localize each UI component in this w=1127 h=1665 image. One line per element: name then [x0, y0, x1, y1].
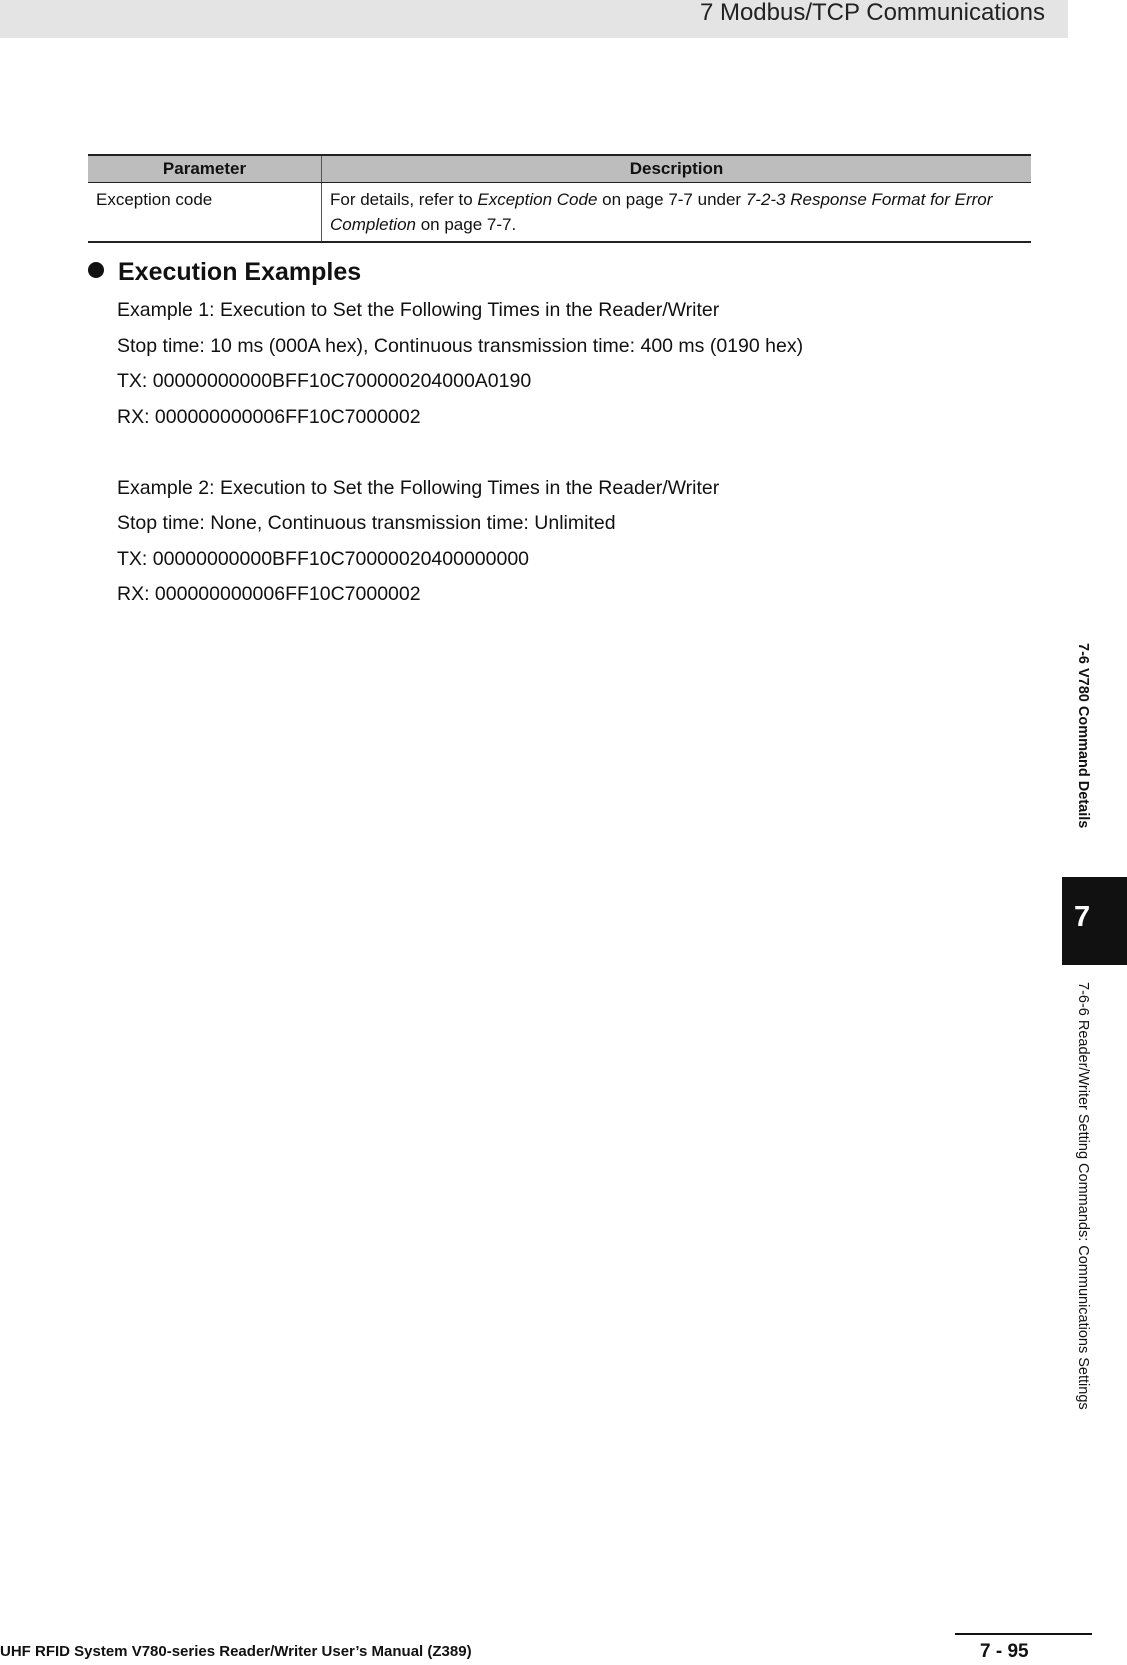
section-heading	[88, 256, 361, 288]
side-tab-subsection-text: 7-6-6 Reader/Writer Setting Commands: Communications Settings	[1075, 982, 1091, 1410]
execution-examples	[117, 295, 803, 615]
desc-link-exception-code: Exception Code	[477, 190, 598, 209]
column-header-description: Description	[322, 155, 1032, 183]
chapter-tab	[1062, 877, 1127, 965]
example-2-tx: TX: 00000000000BFF10C70000020400000000	[117, 547, 530, 570]
chapter-tab-number: 7	[1074, 901, 1091, 933]
example-1-tx: TX: 00000000000BFF10C700000204000A0190	[117, 370, 532, 392]
table-header-row	[88, 155, 1031, 183]
column-header-parameter: Parameter	[88, 155, 322, 183]
example-2-settings: Stop time: None, Continuous transmission time: Unlimited	[117, 512, 616, 534]
footer-manual-title: UHF RFID System V780-series Reader/Writer User’s Manual (Z389)	[0, 1643, 472, 1660]
section-heading-text: Execution Examples	[118, 258, 362, 286]
desc-link-response-format: 7-2-3 Response Format for Error Completion	[330, 190, 993, 234]
cell-description	[322, 183, 1032, 243]
side-tab-section-text: 7-6 V780 Command Details	[1075, 643, 1091, 829]
desc-text: on page 7-7 under	[597, 190, 746, 209]
side-tab-section	[1068, 643, 1098, 863]
example-1-settings: Stop time: 10 ms (000A hex), Continuous transmission time: 400 ms (0190 hex)	[117, 334, 804, 357]
example-2-title: Example 2: Execution to Set the Following Times in the Reader/Writer	[117, 476, 720, 499]
header-band	[0, 0, 1068, 38]
table-row	[88, 183, 1031, 243]
parameter-table	[88, 154, 1031, 243]
example-2-rx: RX: 000000000006FF10C7000002	[117, 583, 421, 605]
example-1-rx: RX: 000000000006FF10C7000002	[117, 405, 421, 428]
side-tab-subsection	[1068, 982, 1098, 1482]
chapter-header-title: 7 Modbus/TCP Communications	[699, 0, 1045, 26]
desc-text: on page 7-7.	[416, 215, 517, 234]
example-1-title: Example 1: Execution to Set the Following Times in the Reader/Writer	[117, 299, 720, 321]
page-number-rule	[955, 1633, 1092, 1635]
desc-text: For details, refer to	[330, 190, 478, 209]
example-spacer	[117, 437, 803, 473]
cell-parameter: Exception code	[88, 183, 322, 243]
bullet-icon	[88, 262, 104, 278]
page-number: 7 - 95	[980, 1641, 1029, 1662]
